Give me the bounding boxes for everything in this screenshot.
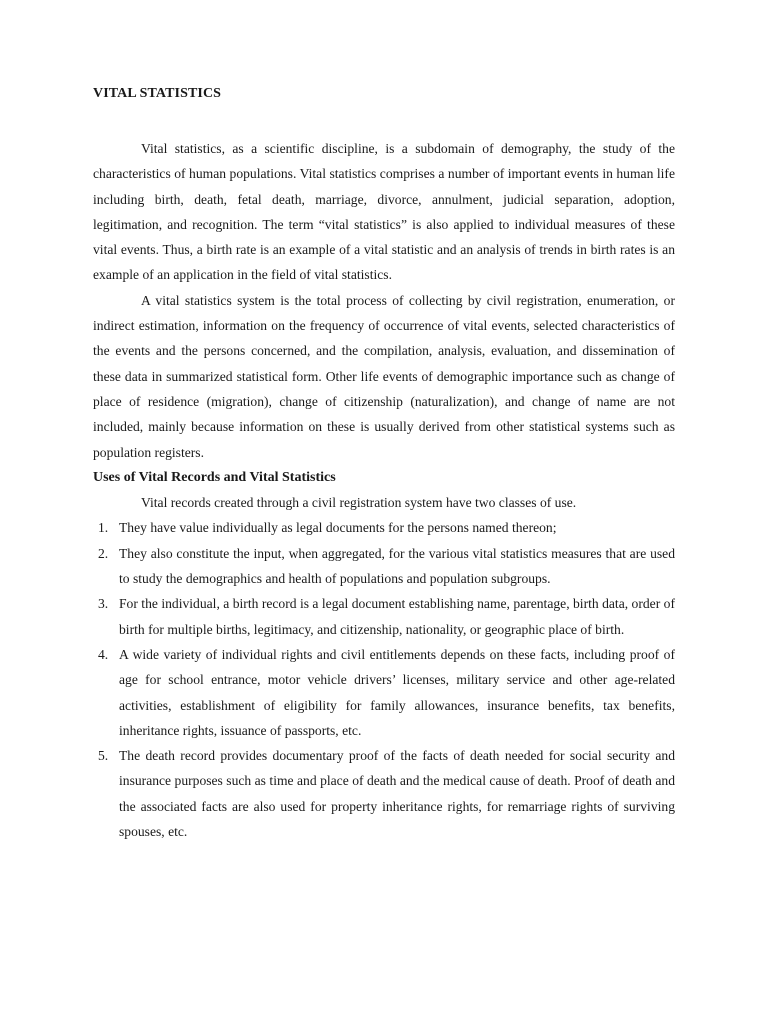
list-item-number: 4. bbox=[98, 646, 109, 662]
list-item-number: 2. bbox=[98, 545, 109, 561]
list-item-number: 3. bbox=[98, 596, 109, 612]
list-item-number: 5. bbox=[98, 748, 109, 764]
list-item bbox=[93, 743, 675, 844]
paragraph-system: A vital statistics system is the total process of collecting by civil registration, enumeration, or indirect estimation, information on the frequency of occurrence of vital events, selected characteristics of the events and the persons concerned, and the compilation, analysis, evaluation, and dissemination of these data in summarized statistical form. Other life events of demographic importance such as change of place of residence (migration), change of citizenship (naturalization), and change of name are not included, mainly because information on these is usually derived from other statistical systems such as population registers. bbox=[93, 292, 675, 460]
list-item bbox=[93, 515, 675, 540]
paragraph-definition: Vital statistics, as a scientific discipline, is a subdomain of demography, the study of the characteristics of human populations. Vital statistics comprises a number of important events in human life including birth, death, fetal death, marriage, divorce, annulment, judicial separation, adoption, legitimation, and recognition. The term “vital statistics” is also applied to individual measures of these vital events. Thus, a birth rate is an example of a vital statistic and an analysis of trends in birth rates is an example of an application in the field of vital statistics. bbox=[93, 141, 675, 283]
list-item-text: A wide variety of individual rights and civil entitlements depends on these facts, including proof of age for school entrance, motor vehicle drivers’ licenses, military service and other age-related activities, establishment of eligibility for family allowances, insurance benefits, tax benefits, inheritance rights, issuance of passports, etc. bbox=[119, 646, 675, 738]
document-body bbox=[93, 136, 675, 844]
section-heading: Uses of Vital Records and Vital Statistics bbox=[93, 469, 336, 485]
section-intro: Vital records created through a civil registration system have two classes of use. bbox=[141, 495, 577, 511]
uses-list bbox=[93, 515, 675, 844]
document-title: VITAL STATISTICS bbox=[93, 86, 222, 101]
list-item-text: They also constitute the input, when aggregated, for the various vital statistics measures that are used to study the demographics and health of populations and population subgroups. bbox=[119, 545, 675, 587]
list-item-number: 1. bbox=[98, 520, 109, 536]
list-item-text: For the individual, a birth record is a legal document establishing name, parentage, birth data, order of birth for multiple births, legitimacy, and citizenship, nationality, or geographic place of birth. bbox=[119, 596, 675, 637]
list-item bbox=[93, 591, 675, 642]
list-item-text: They have value individually as legal documents for the persons named thereon; bbox=[119, 520, 557, 536]
list-item bbox=[93, 541, 675, 592]
list-item-text: The death record provides documentary proof of the facts of death needed for social security and insurance purposes such as time and place of death and the medical cause of death. Proof of death and the associated facts are also used for property inheritance rights, for remarriage rights of surviving spouses, etc. bbox=[119, 748, 675, 840]
list-item bbox=[93, 642, 675, 743]
